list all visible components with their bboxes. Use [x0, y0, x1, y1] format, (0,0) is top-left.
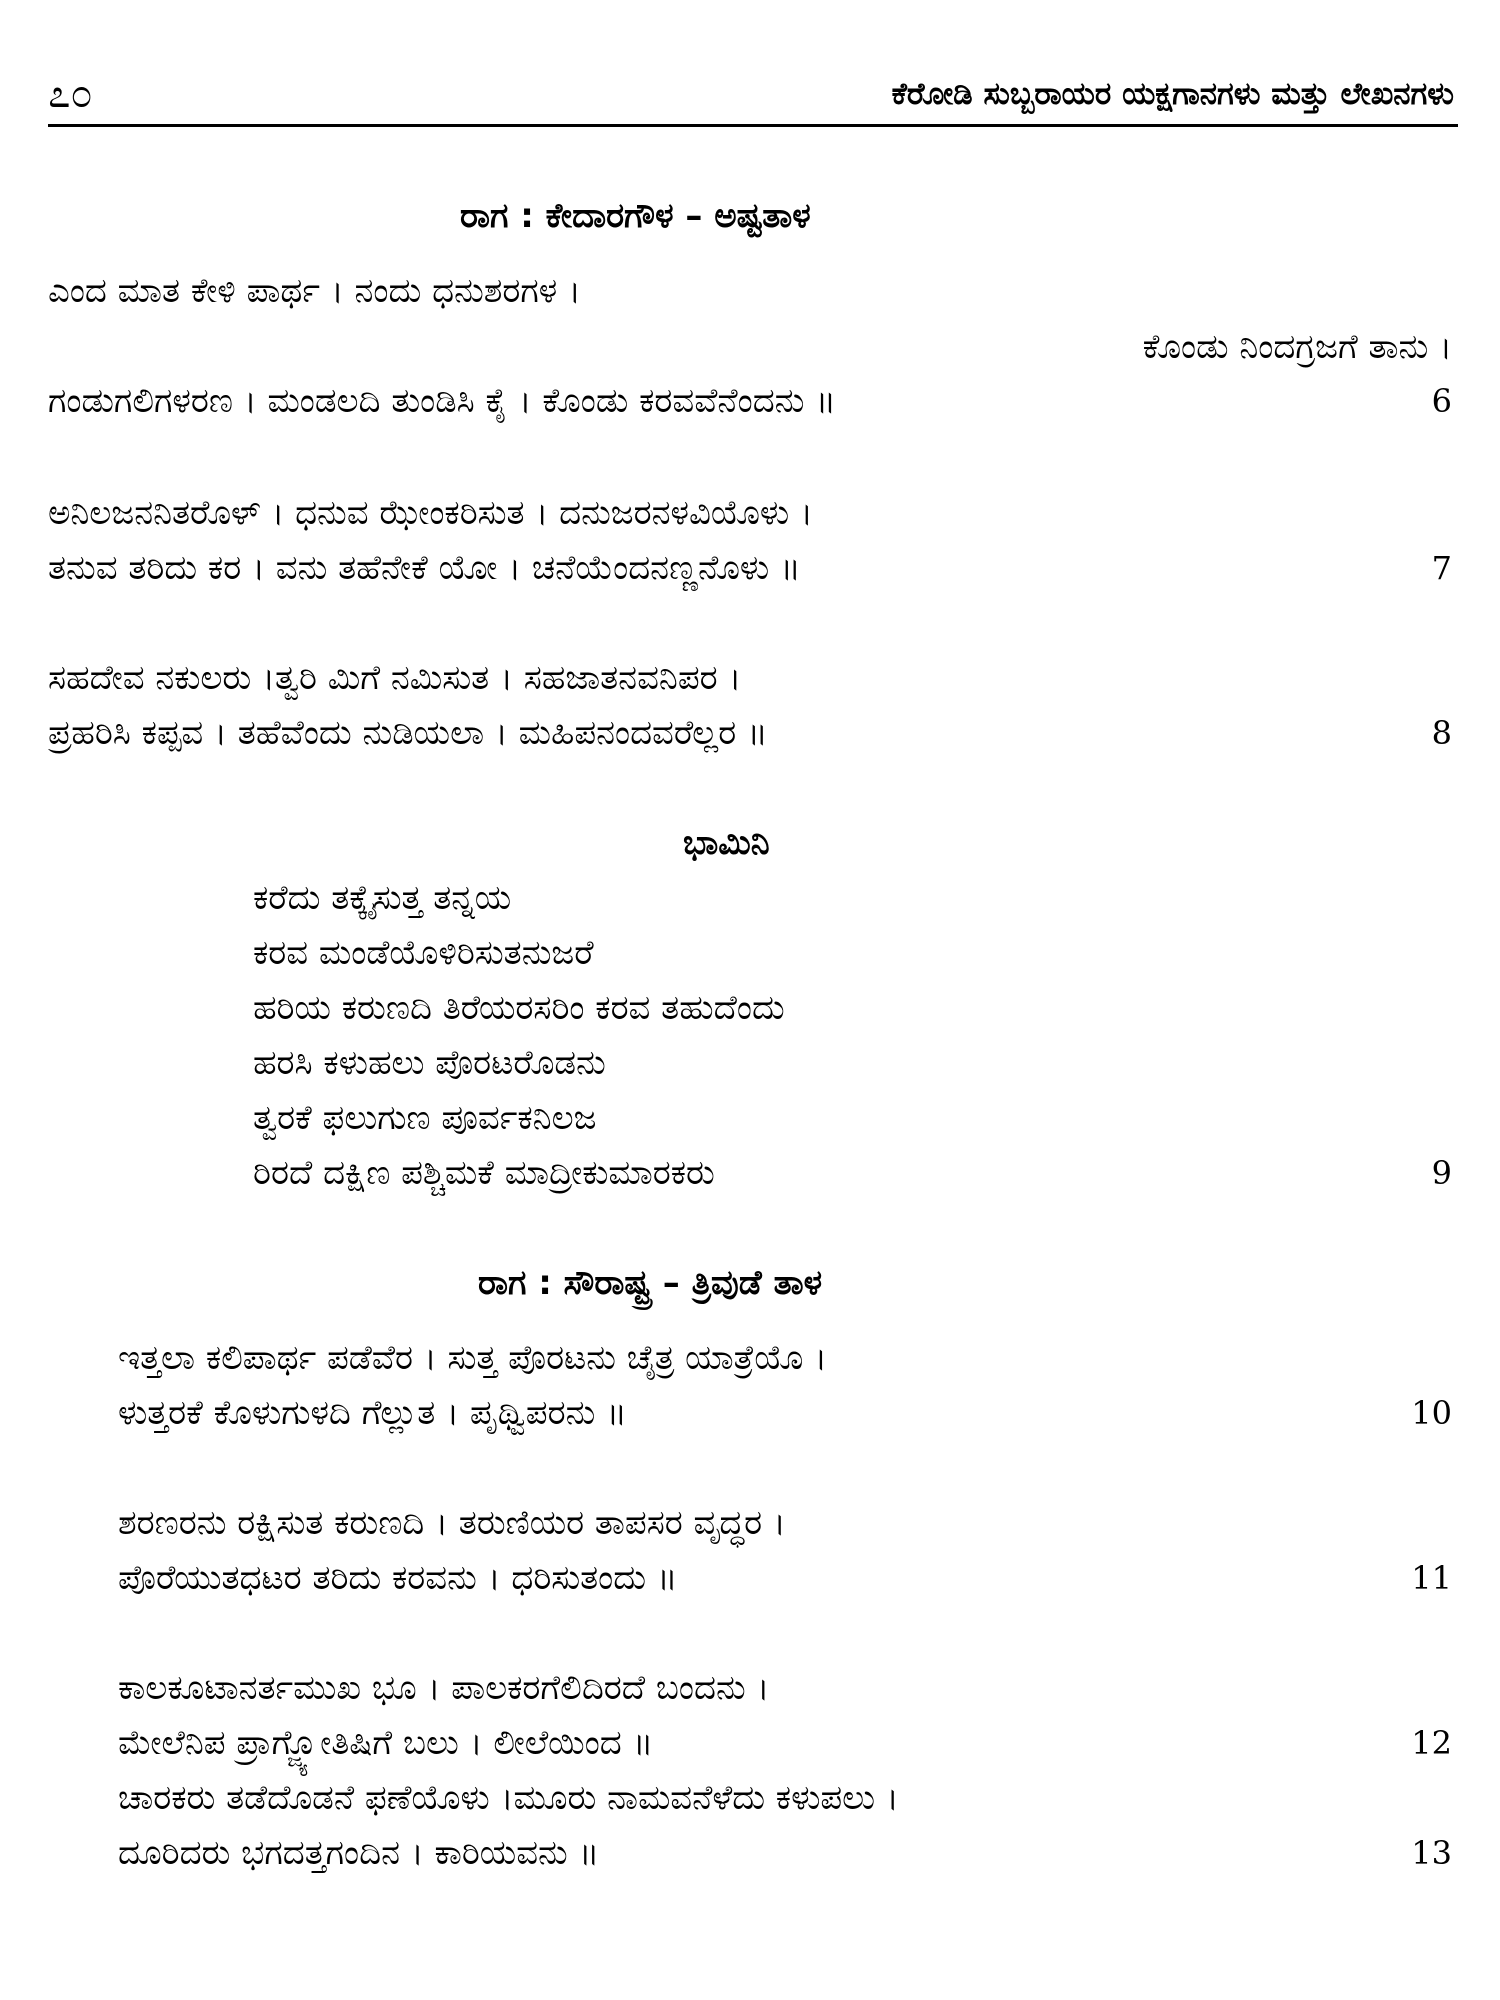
verse-line: ಕರೆದು ತಕ್ಕೈಸುತ್ತ ತನ್ನಯ [253, 878, 512, 918]
verse-line: ಹರಸಿ ಕಳುಹಲು ಪೊರಟರೊಡನು [253, 1043, 606, 1083]
verse-line: ಚಾರಕರು ತಡೆದೊಡನೆ ಫಣೆಯೊಳು ।ಮೂರು ನಾಮವನೆಳೆದು ಕಳುಪಲು । [118, 1778, 899, 1818]
verse-number: 9 [1431, 1154, 1452, 1192]
verse-number: 12 [1411, 1724, 1452, 1762]
verse-line: ಕೊಂಡು ನಿಂದಗ್ರಜಗೆ ತಾನು । [1142, 327, 1452, 367]
verse-number: 7 [1431, 549, 1452, 587]
section-title-kedaragaula: ರಾಗ : ಕೇದಾರಗೌಳ – ಅಷ್ಟತಾಳ [460, 196, 811, 236]
verse-number: 11 [1411, 1559, 1452, 1597]
verse-number: 10 [1411, 1394, 1452, 1432]
verse-line: ಪೊರೆಯುತಧಟರ ತರಿದು ಕರವನು । ಧರಿಸುತಂದು ॥ [118, 1558, 678, 1598]
verse-number: 6 [1431, 382, 1452, 420]
running-header [48, 62, 1458, 122]
verse-line: ತ್ವರಕೆ ಫಲುಗುಣ ಪೂರ್ವಕನಿಲಜ [253, 1098, 597, 1138]
header-rule [48, 124, 1458, 127]
verse-number: 8 [1431, 714, 1452, 752]
section-title-bhamini: ಭಾಮಿನಿ [683, 823, 770, 863]
verse-line: ಇತ್ತಲಾ ಕಲಿಪಾರ್ಥ ಪಡೆವೆರ । ಸುತ್ತ ಪೊರಟನು ಚೈತ್ರ ಯಾತ್ರೆಯೊ । [118, 1338, 828, 1378]
verse-line: ಅನಿಲಜನನಿತರೊಳ್ । ಧನುವ ಝೇಂಕರಿಸುತ । ದನುಜರನಳವಿಯೊಳು । [48, 493, 813, 533]
verse-line: ಳುತ್ತರಕೆ ಕೊಳುಗುಳದಿ ಗೆಲ್ಲುತ । ಪೃಥ್ವಿಪರನು ॥ [118, 1393, 627, 1433]
verse-line: ಶರಣರನು ರಕ್ಷಿಸುತ ಕರುಣದಿ । ತರುಣಿಯರ ತಾಪಸರ ವೃದ್ಧರ । [118, 1503, 786, 1543]
verse-line: ಗಂಡುಗಲಿಗಳರಣ । ಮಂಡಲದಿ ತುಂಡಿಸಿ ಕೈ । ಕೊಂಡು ಕರವವೆನೆಂದನು ॥ [48, 381, 836, 421]
verse-line: ಎಂದ ಮಾತ ಕೇಳಿ ಪಾರ್ಥ । ನಂದು ಧನುಶರಗಳ । [48, 271, 581, 311]
verse-line: ಕಾಲಕೂಟಾನರ್ತಮುಖ ಭೂ । ಪಾಲಕರಗೆಲಿದಿರದೆ ಬಂದನು । [118, 1668, 770, 1708]
verse-number: 13 [1411, 1834, 1452, 1872]
verse-line: ದೂರಿದರು ಭಗದತ್ತಗಂದಿನ । ಕಾರಿಯವನು ॥ [118, 1833, 600, 1873]
verse-line: ಹರಿಯ ಕರುಣದಿ ತಿರೆಯರಸರಿಂ ಕರವ ತಹುದೆಂದು [253, 988, 785, 1028]
verse-line: ರಿರದೆ ದಕ್ಷಿಣ ಪಶ್ಚಿಮಕೆ ಮಾದ್ರೀಕುಮಾರಕರು [253, 1153, 715, 1193]
verse-line: ತನುವ ತರಿದು ಕರ । ವನು ತಹೆನೇಕೆ ಯೋ । ಚನೆಯೆಂದನಣ್ಣನೊಳು ॥ [48, 548, 801, 588]
book-title: ಕೆರೋಡಿ ಸುಬ್ಬರಾಯರ ಯಕ್ಷಗಾನಗಳು ಮತ್ತು ಲೇಖನಗಳು [891, 76, 1454, 112]
verse-line: ಕರವ ಮಂಡೆಯೊಳಿರಿಸುತನುಜರೆ [253, 933, 594, 973]
verse-line: ಪ್ರಹರಿಸಿ ಕಪ್ಪವ । ತಹೆವೆಂದು ನುಡಿಯಲಾ । ಮಹಿಪನಂದವರೆಲ್ಲರ ॥ [48, 713, 768, 753]
verse-line: ಮೇಲೆನಿಪ ಪ್ರಾಗ್ಜ್ಯೋತಿಷಿಗೆ ಬಲು । ಲೀಲೆಯಿಂದ ॥ [118, 1723, 654, 1763]
verse-line: ಸಹದೇವ ನಕುಲರು ।ತ್ವರಿ ಮಿಗೆ ನಮಿಸುತ । ಸಹಜಾತನವನಿಪರ । [48, 658, 742, 698]
section-title-saurashtra: ರಾಗ : ಸೌರಾಷ್ಟ್ರ – ತ್ರಿವುಡೆ ತಾಳ [478, 1263, 823, 1303]
page-number: ೭೦ [48, 71, 93, 117]
